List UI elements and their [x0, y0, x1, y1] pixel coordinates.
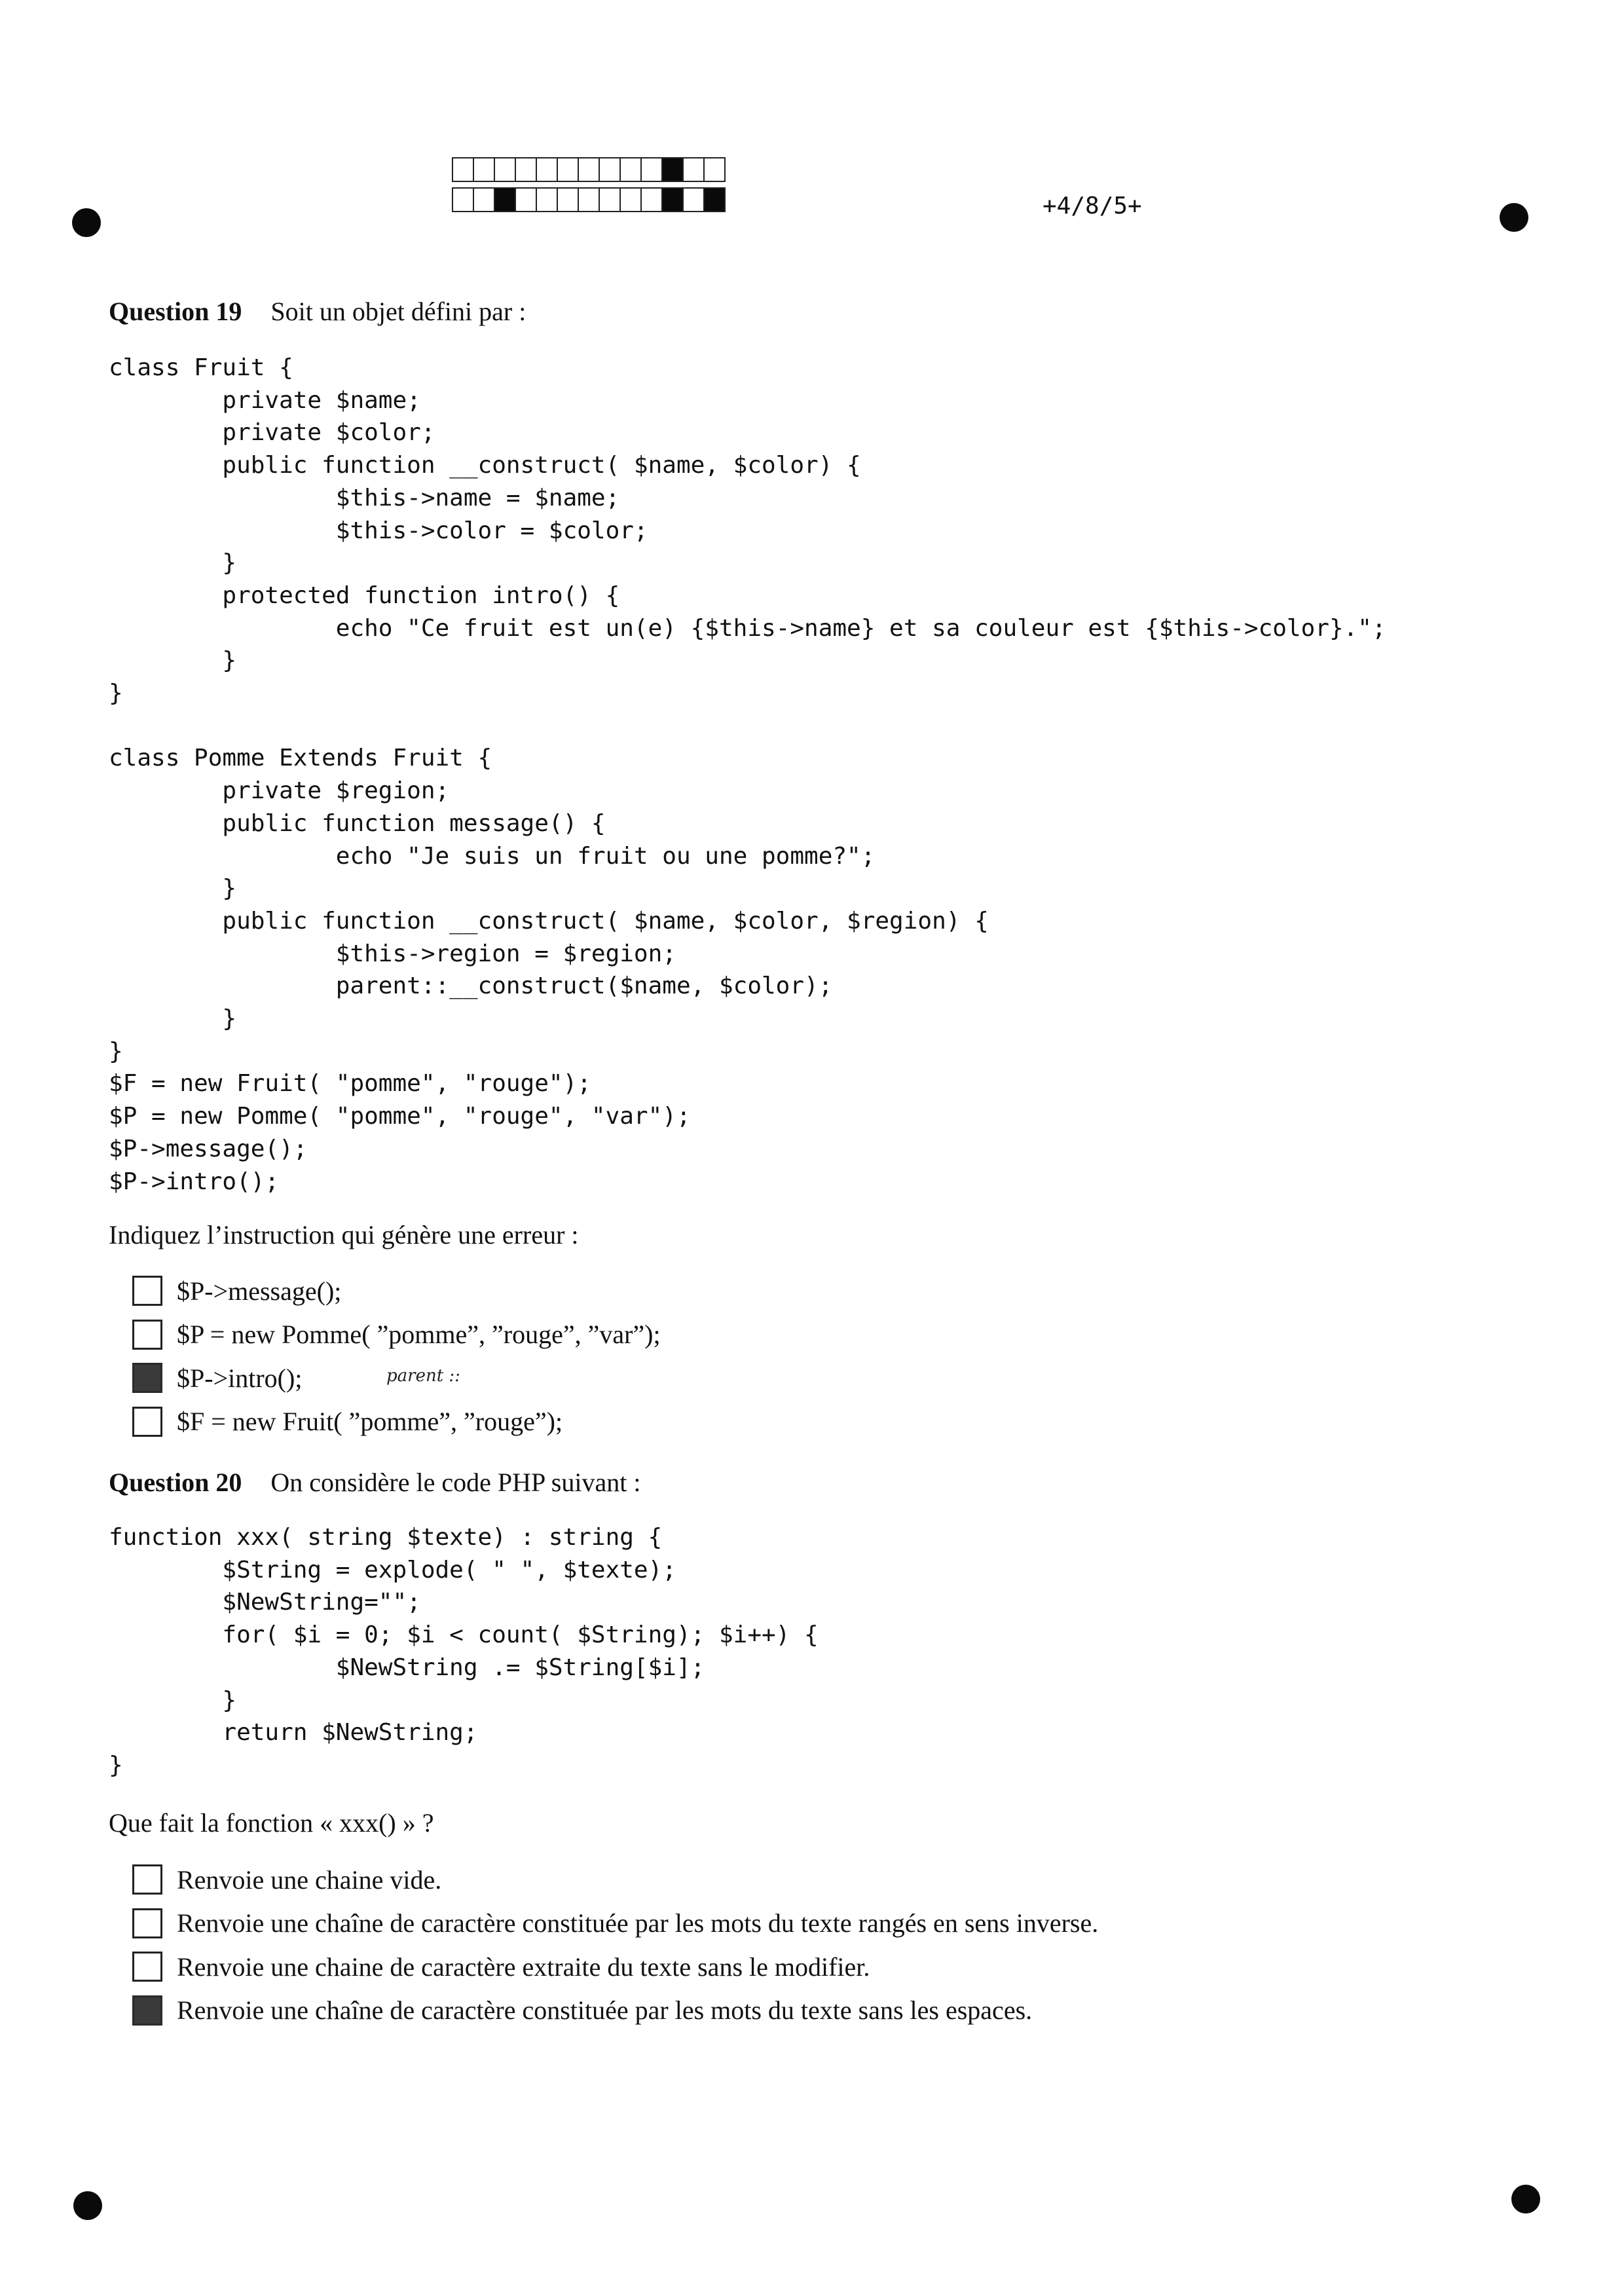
- code-cell-empty: [682, 157, 705, 182]
- page-identifier: +4/8/5+: [1043, 193, 1142, 219]
- handwritten-note: parent ::: [386, 1366, 460, 1386]
- option-label: $P->intro();: [177, 1363, 303, 1393]
- code-cell-empty: [703, 157, 726, 182]
- question-20-intro: On considère le code PHP suivant :: [270, 1468, 641, 1497]
- option-label: Renvoie une chaîne de caractère constituée par les mots du texte sans les espaces.: [177, 1995, 1033, 2026]
- q20-option-4[interactable]: [132, 1989, 1098, 2033]
- question-20-options: [132, 1858, 1098, 2032]
- code-cell-empty: [473, 157, 495, 182]
- answer-checkbox[interactable]: [132, 1276, 162, 1306]
- question-19-intro: Soit un objet défini par :: [270, 297, 526, 326]
- option-label: Renvoie une chaîne de caractère constituée par les mots du texte rangés en sens inverse.: [177, 1908, 1099, 1938]
- code-cell-empty: [557, 157, 579, 182]
- answer-checkbox[interactable]: [132, 1407, 162, 1437]
- question-20-label: Question 20: [109, 1468, 242, 1497]
- registration-mark-bottom-left: [73, 2191, 102, 2220]
- code-grid-row: [452, 157, 724, 182]
- question-20-header: [109, 1467, 640, 1498]
- code-cell-empty: [640, 187, 663, 212]
- q20-option-1[interactable]: [132, 1858, 1098, 1902]
- code-grid-row: [452, 187, 724, 212]
- answer-checkbox[interactable]: [132, 1908, 162, 1938]
- option-label: $P->message();: [177, 1276, 342, 1306]
- answer-checkbox-checked[interactable]: [132, 1995, 162, 2026]
- code-cell-filled: [494, 187, 516, 212]
- question-20-prompt: Que fait la fonction « xxx() » ?: [109, 1808, 434, 1838]
- question-19-header: [109, 296, 526, 327]
- code-cell-empty: [640, 157, 663, 182]
- option-label: Renvoie une chaine de caractère extraite du texte sans le modifier.: [177, 1952, 870, 1982]
- option-label: $P = new Pomme( ”pomme”, ”rouge”, ”var”);: [177, 1320, 661, 1350]
- answer-checkbox[interactable]: [132, 1864, 162, 1895]
- registration-mark-bottom-right: [1511, 2185, 1540, 2213]
- code-cell-empty: [599, 157, 621, 182]
- question-19-code: class Fruit { private $name; private $color; public function __construct( $name, $color) { $this->name = $name; $this->color = $color; } protected function intro() { echo "Ce fruit est un(e) {$this->name} et sa couleur est {$this->color}."; } } class Pomme Extends Fruit { private $region; public function message() { echo "Je suis un fruit ou une pomme?"; } public function __construct( $name, $color, $region) { $this->region = $region; parent::__construct($name, $color); } } $F = new Fruit( "pomme", "rouge"); $P = new Pomme( "pomme", "rouge", "var"); $P->message(); $P->intro();: [109, 354, 1386, 1195]
- code-cell-empty: [515, 187, 537, 212]
- q19-option-1[interactable]: [132, 1269, 661, 1313]
- code-cell-empty: [536, 157, 558, 182]
- code-cell-filled: [703, 187, 726, 212]
- q19-option-4[interactable]: [132, 1400, 661, 1444]
- code-cell-empty: [682, 187, 705, 212]
- code-cell-filled: [661, 157, 684, 182]
- code-cell-empty: [473, 187, 495, 212]
- code-cell-empty: [452, 157, 474, 182]
- code-cell-empty: [494, 157, 516, 182]
- option-label: $F = new Fruit( ”pomme”, ”rouge”);: [177, 1407, 563, 1437]
- question-20-code: function xxx( string $texte) : string { $String = explode( " ", $texte); $NewString=""; for( $i = 0; $i < count( $String); $i++) { $NewString .= $String[$i]; } return $NewString; }: [109, 1524, 819, 1779]
- q19-option-2[interactable]: [132, 1313, 661, 1357]
- code-cell-empty: [515, 157, 537, 182]
- code-cell-filled: [661, 187, 684, 212]
- code-cell-empty: [578, 157, 600, 182]
- answer-checkbox[interactable]: [132, 1952, 162, 1982]
- registration-mark-top-right: [1500, 203, 1528, 232]
- code-cell-empty: [452, 187, 474, 212]
- code-cell-empty: [578, 187, 600, 212]
- answer-checkbox-checked[interactable]: [132, 1363, 162, 1393]
- q20-option-2[interactable]: [132, 1902, 1098, 1946]
- option-label: Renvoie une chaine vide.: [177, 1864, 442, 1895]
- code-cell-empty: [557, 187, 579, 212]
- answer-checkbox[interactable]: [132, 1320, 162, 1350]
- code-cell-empty: [619, 187, 642, 212]
- question-19-prompt: Indiquez l’instruction qui génère une erreur :: [109, 1220, 579, 1250]
- question-19-label: Question 19: [109, 297, 242, 326]
- page-code-grid: [452, 157, 724, 217]
- question-19-options: [132, 1269, 661, 1443]
- code-cell-empty: [536, 187, 558, 212]
- code-cell-empty: [599, 187, 621, 212]
- registration-mark-top-left: [72, 208, 101, 237]
- q20-option-3[interactable]: [132, 1945, 1098, 1989]
- code-cell-empty: [619, 157, 642, 182]
